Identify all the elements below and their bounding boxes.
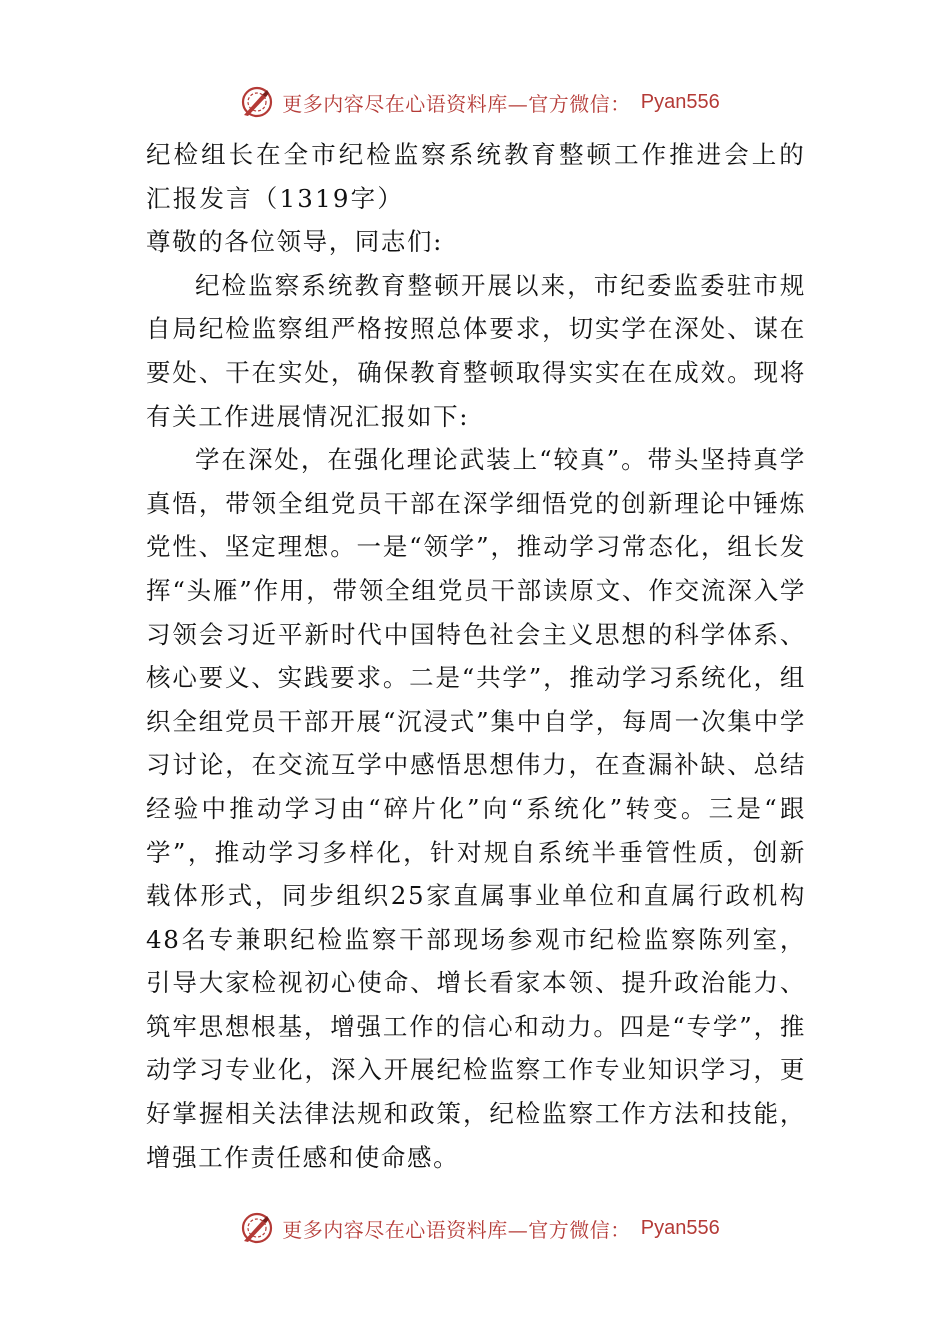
paragraph-intro: 纪检监察系统教育整顿开展以来，市纪委监委驻市规自局纪检监察组严格按照总体要求，切实学在深处、谋在要处、干在实处，确保教育整顿取得实实在在成效。现将有关工作进展情况汇报如下: <box>146 270 806 431</box>
pen-circle-logo-icon <box>240 85 274 119</box>
banner-text: 更多内容尽在心语资料库—官方微信： <box>282 1217 631 1242</box>
document-title: 纪检组长在全市纪检监察系统教育整顿工作推进会上的汇报发言（1319字） <box>146 140 806 213</box>
header-watermark-banner <box>0 82 950 122</box>
banner-wechat-handle: Pyan556 <box>640 1216 720 1239</box>
banner-wechat-handle: Pyan556 <box>640 90 720 113</box>
pen-circle-logo-icon <box>240 1211 274 1245</box>
banner-text: 更多内容尽在心语资料库—官方微信： <box>282 91 631 116</box>
document-body <box>146 133 806 1179</box>
salutation: 尊敬的各位领导，同志们: <box>146 227 443 257</box>
footer-watermark-banner <box>0 1208 950 1248</box>
paragraph-study: 学在深处，在强化理论武装上“较真”。带头坚持真学真悟，带领全组党员干部在深学细悟党的创新理论中锤炼党性、坚定理想。一是“领学”，推动学习常态化，组长发挥“头雁”作用，带领全组党员干部读原文、作交流深入学习领会习近平新时代中国特色社会主义思想的科学体系、核心要义、实践要求。二是“共学”，推动学习系统化，组织全组党员干部开展“沉浸式”集中自学，每周一次集中学习讨论，在交流互学中感悟思想伟力，在查漏补缺、总结经验中推动学习由“碎片化”向“系统化”转变。三是“跟学”，推动学习多样化，针对规自系统半垂管性质，创新载体形式，同步组织25家直属事业单位和直属行政机构48名专兼职纪检监察干部现场参观市纪检监察陈列室，引导大家检视初心使命、增长看家本领、提升政治能力、筑牢思想根基，增强工作的信心和动力。四是“专学”，推动学习专业化，深入开展纪检监察工作专业知识学习，更好掌握相关法律法规和政策，纪检监察工作方法和技能，增强工作责任感和使命感。 <box>146 445 806 1172</box>
